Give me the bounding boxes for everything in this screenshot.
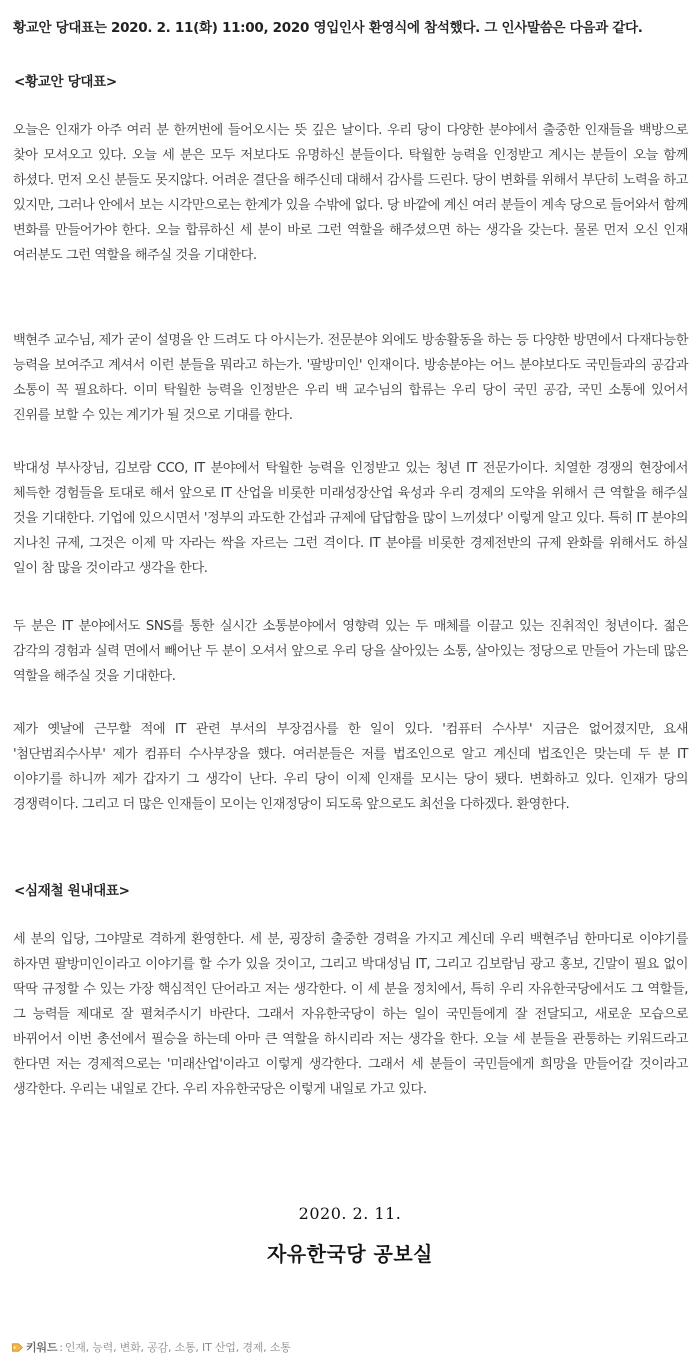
signature-organization: 자유한국당 공보실 [266, 1242, 434, 1266]
keywords-separator: : [59, 1341, 63, 1354]
speech-paragraph-3: 박대성 부사장님, 김보람 CCO, IT 분야에서 탁월한 능력을 인정받고 있는 청년 IT 전문가이다. 치열한 경쟁의 현장에서 체득한 경험들을 토대로 해서 앞으로 IT 산업을 비롯한 미래성장산업 육성과 우리 경제의 도약을 위해서 큰 역할을 해주실 것을 기대한다. 기업에 있으시면서 '정부의 과도한 간섭과 규제에 답답함을 많이 느끼셨다' 이렇게 알고 있다. 특히 IT 분야의 지나친 규제, 그것은 이제 막 자라는 싹을 자르는 그런 격이다. IT 분야를 비롯한 경제전반의 규제 완화를 위해서도 하실 일이 참 많을 것이라고 생각을 한다. [13, 461, 688, 576]
keywords-bar [12, 1339, 291, 1355]
speech-paragraph-1: 오늘은 인재가 아주 여러 분 한꺼번에 들어오시는 뜻 깊은 날이다. 우리 당이 다양한 분야에서 출중한 인재들을 백방으로 찾아 모셔오고 있다. 오늘 세 분은 모두 저보다도 유명하신 분들이다. 탁월한 능력을 인정받고 계시는 분들이 오늘 함께 하셨다. 먼저 오신 분들도 못지않다. 어려운 결단을 해주신데 대해서 감사를 드린다. 당이 변화를 위해서 부단히 노력을 하고 있지만, 그러나 안에서 보는 시각만으로는 한계가 있을 수밖에 없다. 당 바깥에 계신 여러 분들이 계속 당으로 들어와서 함께 변화를 만들어가야 한다. 오늘 합류하신 세 분이 바로 그런 역할을 해주셨으면 하는 생각을 갖는다. 물론 먼저 오신 인재 여러분도 그런 역할을 해주실 것을 기대한다. [13, 123, 688, 263]
speech-paragraph-2: 백현주 교수님, 제가 굳이 설명을 안 드려도 다 아시는가. 전문분야 외에도 방송활동을 하는 등 다양한 방면에서 다재다능한 능력을 보여주고 계셔서 이런 분들을 뭐라고 하는가. '팔방미인' 인재이다. 방송분야는 어느 분야보다도 국민들과의 공감과 소통이 꼭 필요하다. 이미 탁월한 능력을 인정받은 우리 백 교수님의 합류는 우리 당이 국민 공감, 국민 소통에 있어서 진위를 보할 수 있는 계기가 될 것으로 기대를 한다. [13, 333, 688, 423]
tag-icon [12, 1343, 23, 1352]
signature-date: 2020. 2. 11. [298, 1204, 402, 1223]
keywords-label: 키워드 [26, 1341, 58, 1354]
speaker-heading-hwang: <황교안 당대표> [14, 74, 117, 90]
speech-paragraph-5: 제가 옛날에 근무할 적에 IT 관련 부서의 부장검사를 한 일이 있다. '컴퓨터 수사부' 지금은 없어졌지만, 요새 '첨단범죄수사부' 제가 컴퓨터 수사부장을 했다. 여러분들은 저를 법조인으로 알고 계신데 법조인은 맞는데 두 분 IT 이야기를 하니까 제가 갑자기 그 생각이 난다. 우리 당이 이제 인재를 모시는 당이 됐다. 변화하고 있다. 인재가 당의 경쟁력이다. 그리고 더 많은 인재들이 모이는 인재정당이 되도록 앞으로도 최선을 다하겠다. 환영한다. [13, 722, 688, 812]
intro-text: 황교안 당대표는 2020. 2. 11(화) 11:00, 2020 영입인사 환영식에 참석했다. 그 인사말씀은 다음과 같다. [13, 20, 643, 36]
speaker-heading-shim: <심재철 원내대표> [14, 883, 130, 899]
speech-paragraph-6: 세 분의 입당, 그야말로 격하게 환영한다. 세 분, 굉장히 출중한 경력을 가지고 계신데 우리 백현주님 한마디로 이야기를 하자면 팔방미인이라고 이야기를 할 수가 있을 것이고, 그리고 박대성님 IT, 그리고 김보람님 광고 홍보, 긴말이 필요 없이 딱딱 규정할 수 있는 가장 핵심적인 단어라고 저는 생각한다. 이 세 분을 정치에서, 특히 우리 자유한국당에서도 그 역할들, 그 능력들 제대로 잘 펼쳐주시기 바란다. 그래서 자유한국당이 하는 일이 국민들에게 잘 전달되고, 새로운 모습으로 바뀌어서 이번 총선에서 필승을 하는데 아마 큰 역할을 하시리라 저는 생각을 한다. 오늘 세 분들을 관통하는 키워드라고 한다면 저는 경제적으로는 '미래산업'이라고 이렇게 생각한다. 그래서 세 분들이 국민들에게 희망을 만들어갈 것이라고 생각한다. 우리는 내일로 간다. 우리 자유한국당은 이렇게 내일로 가고 있다. [13, 932, 688, 1097]
keywords-list[interactable]: 인재, 능력, 변화, 공감, 소통, IT 산업, 경제, 소통 [64, 1341, 291, 1354]
speech-paragraph-4: 두 분은 IT 분야에서도 SNS를 통한 실시간 소통분야에서 영향력 있는 두 매체를 이끌고 있는 진취적인 청년이다. 젊은 감각의 경험과 실력 면에서 빼어난 두 분이 오셔서 앞으로 우리 당을 살아있는 소통, 살아있는 정당으로 만들어 가는데 많은 역할을 해주실 것을 기대한다. [13, 619, 688, 684]
